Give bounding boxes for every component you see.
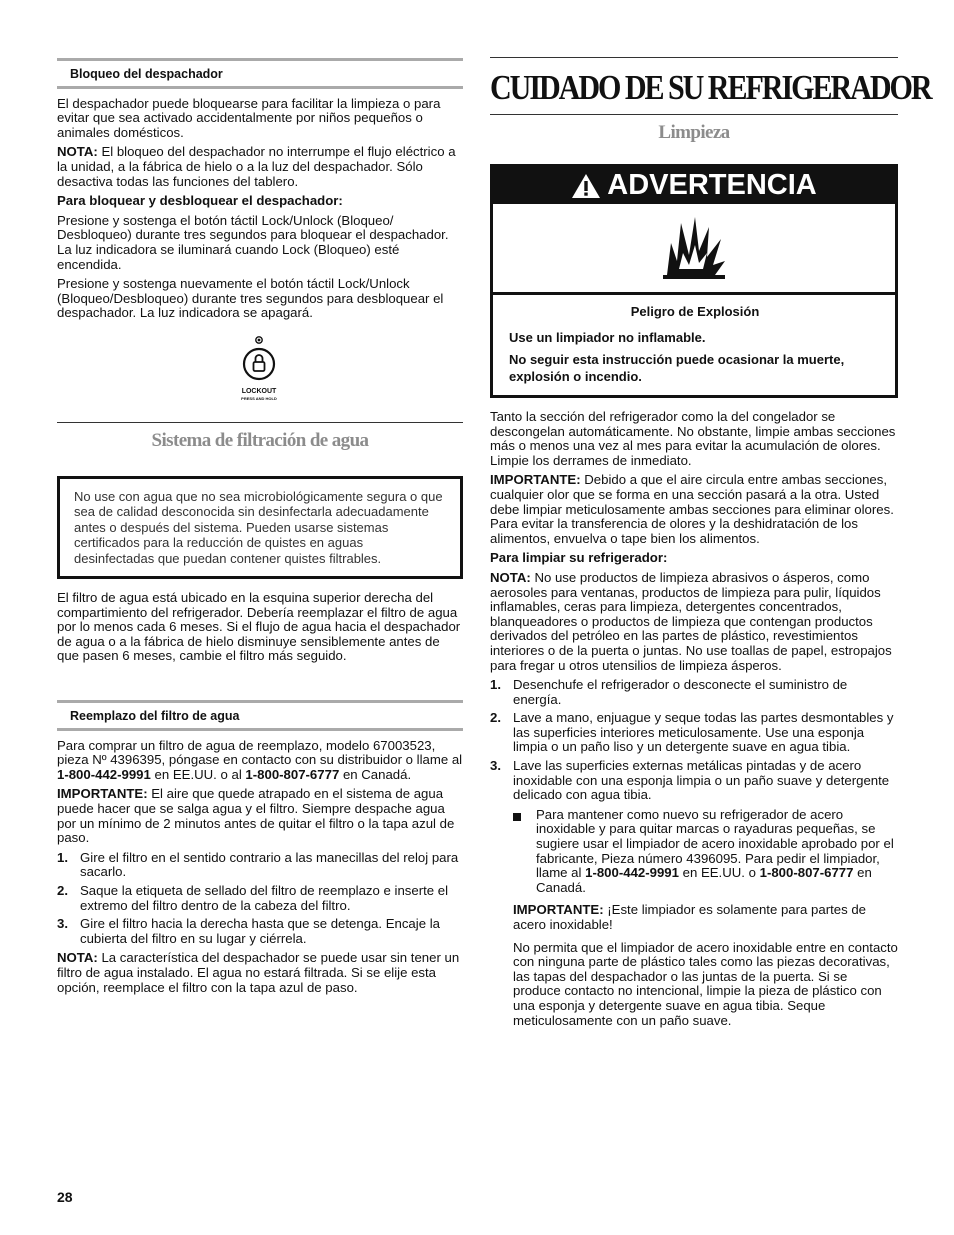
water-filter-title: Sistema de filtración de agua <box>151 430 369 451</box>
divider <box>57 422 463 423</box>
phone-us: 1-800-442-9991 <box>57 766 151 782</box>
title-rule-top <box>490 57 898 58</box>
lock-button-icon <box>237 334 281 384</box>
explosion-graphic <box>493 204 895 295</box>
unlock-instructions: Presione y sostenga nuevamente el botón táctil Lock/Unlock (Bloqueo/Desbloqueo) durante tres segundos para desbloquear el despachador. La luz indicadora se apagará. <box>57 276 444 321</box>
bullet-square-icon <box>513 813 521 821</box>
cleaning-intro: Tanto la sección del refrigerador como la del congelador se descongelan automáticamente. No obstante, limpie ambas secciones más o menos una vez al mes para evitar la acumulación de olores. Limpie los derrames de inmediato. <box>490 409 896 468</box>
dispenser-lock-intro: El despachador puede bloquearse para facilitar la limpieza o para evitar que sea activado accidentalmente por niños pequeños o animales domésticos. <box>57 95 441 140</box>
explosion-icon <box>659 213 729 283</box>
cleaning-note: NOTA: No use productos de limpieza abrasivos o ásperos, como aerosoles para ventanas, productos de limpieza para pulir, líquidos inflamables, ceras para limpieza, detergentes concentrados, blanqueadores o productos de limpieza que contengan productos derivados del petróleo en las partes de plástico, revestimientos interiores o de la puerta o juntas. No use toallas de papel, estropajos para fregar u otros utensilios de limpieza ásperos. <box>490 569 892 673</box>
warning-consequence: No seguir esta instrucción puede ocasionar la muerte, explosión o incendio. <box>509 352 845 384</box>
cleaning-important: IMPORTANTE: Debido a que el aire circula entre ambas secciones, cualquier olor que se forma en una sección pasará a la otra. Usted debe limpiar meticulosamente ambas secciones para eliminar olores. Para evitar la transferencia de olores y la deshidratación de los alimentos, envuelva o tape bien los alimentos. <box>490 472 894 546</box>
list-item: 2. Saque la etiqueta de sellado del filtro de reemplazo e inserte el extremo del filtro dentro de la cabeza del filtro. <box>57 882 449 913</box>
page-number: 28 <box>57 1189 73 1205</box>
cleaning-steps <box>490 678 898 803</box>
list-item: 1. Gire el filtro en el sentido contrario a las manecillas del reloj para sacarlo. <box>57 849 459 880</box>
lockout-sublabel: PRESS AND HOLD <box>241 395 277 401</box>
cleaning-content <box>490 410 898 1033</box>
section-rule <box>57 86 463 89</box>
phone-us: 1-800-442-9991 <box>585 865 679 881</box>
warning-triangle-icon <box>571 173 601 199</box>
list-item: 3. Gire el filtro hacia la derecha hasta que se detenga. Encaje la cubierta del filtro en su lugar y ciérrela. <box>57 916 440 946</box>
list-item: 1. Desenchufe el refrigerador o desconecte el suministro de energía. <box>490 677 848 707</box>
clean-heading: Para limpiar su refrigerador: <box>490 550 668 566</box>
stainless-important: IMPORTANTE: ¡Este limpiador es solamente para partes de acero inoxidable! <box>513 902 867 932</box>
filter-replacement-heading: Reemplazo del filtro de agua <box>70 709 240 723</box>
filter-steps <box>57 851 463 947</box>
water-filter-intro: El filtro de agua está ubicado en la esquina superior derecha del compartimiento del refrigerador. Debería reemplazar el filtro de agua por lo menos cada 6 meses. Si el flujo de agua hacia el despachador de agua o a la fábrica de hielo disminuye sensiblemente antes de que pasen 6 meses, cambie el filtro más seguido. <box>57 590 461 664</box>
list-item: 3. Lave las superficies externas metálicas pintadas y de acero inoxidable con una esponja limpia o un paño suave y detergente delicado con agua tibia. <box>490 758 890 803</box>
cleaning-title: Limpieza <box>658 122 730 143</box>
page-title: CUIDADO DE SU REFRIGERADOR <box>490 68 931 107</box>
warning-box <box>490 164 898 398</box>
filter-note: NOTA: La característica del despachador se puede usar sin tener un filtro de agua instalado. El agua no estará filtrada. Si se elije esta opción, reemplace el filtro con la tapa azul de paso. <box>57 950 460 995</box>
title-rule-bottom <box>490 114 898 115</box>
filter-replacement-section <box>57 700 463 1000</box>
list-item: 2. Lave a mano, enjuague y seque todas las partes desmontables y las superficies interiores meticulosamente. Use una esponja limpia o un paño liso y un detergente suave en agua tibia. <box>490 710 894 755</box>
phone-canada: 1-800-807-6777 <box>245 766 340 782</box>
warning-header <box>493 167 895 204</box>
filter-purchase-info: Para comprar un filtro de agua de reemplazo, modelo 67003523, pieza Nº 4396395, póngase en contacto con su distribuidor o llame al 1-800-442-9991 en EE.UU. o al 1-800-807-6777 en Canadá. <box>57 737 463 782</box>
lockout-label: LOCKOUT <box>241 387 277 395</box>
lock-instructions: Presione y sostenga el botón táctil Lock/Unlock (Bloqueo/ Desbloqueo) durante tres segundos para bloquear el despachador. La luz indicadora se iluminará cuando Lock (Bloqueo) esté encendida. <box>57 212 449 272</box>
warning-body <box>493 295 895 395</box>
warning-label: ADVERTENCIA <box>607 169 817 202</box>
stainless-cleaner-bullet: Para mantener como nuevo su refrigerador de acero inoxidable y para quitar marcas o rayaduras pequeñas, se sugiere usar el limpiador de acero inoxidable aprobado por el fabricante, Pieza número 4396095. Para pedir el limpiador, llame al 1-800-442-9991 en EE.UU. o 1-800-807-6777 en Canadá. <box>513 808 898 896</box>
water-filter-section <box>57 422 463 669</box>
warning-instruction: Use un limpiador no inflamable. <box>509 330 706 345</box>
dispenser-lock-heading: Bloqueo del despachador <box>70 67 223 81</box>
dispenser-lock-note: NOTA: El bloqueo del despachador no interrumpe el flujo eléctrico a la unidad, a la fábrica de hielo o a la luz del despachador. Sólo desactiva todas las funciones del tablero. <box>57 144 456 189</box>
section-rule <box>57 728 463 731</box>
dispenser-lock-section <box>57 58 463 326</box>
lockout-button-graphic <box>237 334 281 401</box>
water-safety-box: No use con agua que no sea microbiológicamente segura o que sea de calidad desconocida sin desinfectarla adecuadamente antes o después del sistema. Pueden usarse sistemas certificados para la reducción de quistes en aguas desinfectadas que puedan contener quistes filtrables. <box>57 476 463 579</box>
stainless-caution: No permita que el limpiador de acero inoxidable entre en contacto con ninguna parte de plástico tales como las piezas decorativas, las tapas del despachador o las juntas de la puerta. Si se produce contacto no intencional, limpie la pieza de plástico con una esponja y detergente suave en agua tibia. Seque meticulosamente con un paño suave. <box>513 939 898 1028</box>
filter-important: IMPORTANTE: El aire que quede atrapado en el sistema de agua puede hacer que se salga agua y el filtro. Siempre despache agua por un mínimo de 2 minutos antes de quitar el filtro o la tapa azul de paso. <box>57 786 455 846</box>
hazard-type: Peligro de Explosión <box>630 304 760 319</box>
lock-instructions-heading: Para bloquear y desbloquear el despachador: <box>57 193 343 209</box>
phone-canada: 1-800-807-6777 <box>759 865 854 881</box>
